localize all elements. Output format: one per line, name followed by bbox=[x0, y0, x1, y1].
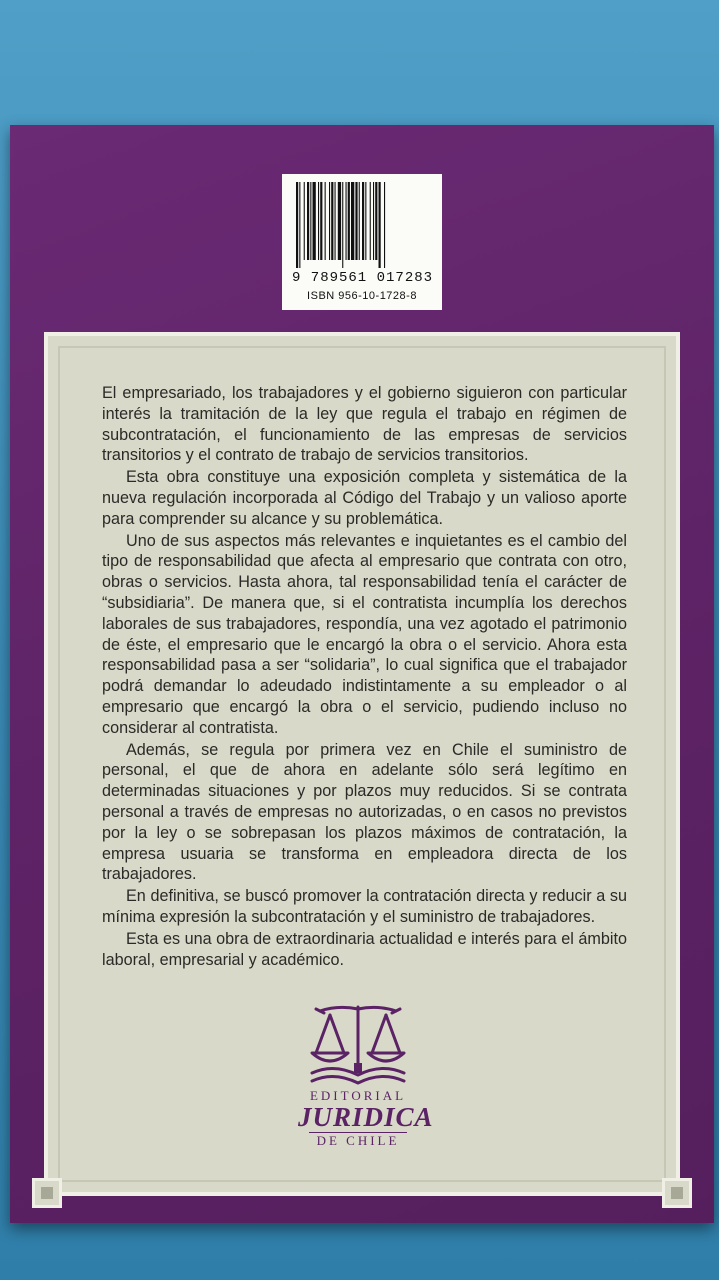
blurb-paragraph-5: En definitiva, se buscó promover la contratación directa y reducir a su mínima expresión la subcontratación y el suministro de trabajadores. bbox=[102, 887, 627, 926]
barcode-bar bbox=[329, 182, 330, 260]
blurb-paragraph-6: Esta es una obra de extraordinaria actualidad e interés para el ámbito laboral, empresarial y académico. bbox=[102, 929, 627, 969]
barcode-bar bbox=[370, 182, 371, 260]
barcode-bar bbox=[318, 182, 319, 260]
publisher-logo bbox=[298, 1001, 434, 1148]
corner-ornament-right bbox=[662, 1178, 692, 1208]
scales-of-justice-book-icon bbox=[308, 1001, 408, 1089]
barcode-bar bbox=[342, 182, 343, 268]
barcode-bar bbox=[365, 182, 366, 260]
barcode-bar bbox=[299, 182, 300, 268]
barcode-bars bbox=[294, 182, 434, 268]
barcode-label bbox=[282, 174, 442, 310]
barcode-bar bbox=[348, 182, 350, 260]
logo-de-chile: DE CHILE bbox=[316, 1133, 400, 1148]
corner-ornament-left bbox=[32, 1178, 62, 1208]
barcode-bar bbox=[313, 182, 316, 260]
logo-editorial: EDITORIAL bbox=[309, 1088, 407, 1103]
barcode-bar bbox=[325, 182, 326, 260]
logo-juridica: JURIDICA bbox=[298, 1102, 434, 1132]
barcode-bar bbox=[384, 182, 385, 268]
barcode-bar bbox=[375, 182, 377, 260]
barcode-bar bbox=[359, 182, 360, 260]
barcode-bar bbox=[362, 182, 364, 260]
barcode-bar bbox=[338, 182, 341, 260]
blurb-paragraph-1: El empresariado, los trabajadores y el gobierno siguieron con particular interés la tramitación de la ley que regula el trabajo en régimen de subcontratación, el funcionamiento de las empresas de servicios transitorios y el contrato de trabajo de servicios transitorios. bbox=[102, 384, 627, 465]
barcode-bar bbox=[296, 182, 298, 268]
blurb-paragraph-3: Uno de sus aspectos más relevantes e inquietantes es el cambio del tipo de responsabilidad que afecta al empresario que contrata con otro, obras o servicios. Hasta ahora, tal responsabilidad tenía el carácter de “subsidiaria”. De manera que, si el contratista incumplía los derechos laborales de sus trabajadores, respondía, una vez agotado el patrimonio de éste, el empresario que le encargó la obra o el servicio. Ahora esta responsabilidad pasa a ser “solidaria”, lo cual significa que el trabajador podrá demandar lo adeudado indistintamente a su empleador o al empresario que encargó la obra o el servicio, pudiendo incluso no considerar al contratista. bbox=[102, 531, 627, 737]
barcode-bar bbox=[331, 182, 333, 260]
barcode-bar bbox=[304, 182, 305, 260]
barcode-bar bbox=[335, 182, 336, 260]
barcode-bar bbox=[351, 182, 354, 260]
text-panel bbox=[44, 332, 680, 1196]
barcode-bar bbox=[310, 182, 311, 260]
corner-square bbox=[671, 1187, 683, 1199]
barcode-bar bbox=[379, 182, 381, 268]
barcode-bar bbox=[355, 182, 357, 260]
ean-digits: 9 789561 017283 bbox=[292, 270, 434, 286]
blurb-paragraph-2: Esta obra constituye una exposición completa y sistemática de la nueva regulación incorporada al Código del Trabajo y un valioso aporte para comprender su alcance y su problemática. bbox=[102, 468, 627, 528]
isbn-text: ISBN 956-10-1728-8 bbox=[307, 290, 417, 302]
blurb-paragraph-4: Además, se regula por primera vez en Chile el suministro de personal, el que de ahora en adelante sólo será legítimo en determinadas situaciones y por plazos muy reducidos. Si se contrata personal a través de empresas no autorizadas, o en casos no previstos por la ley o se sobrepasan los plazos máximos de contratación, la empresa usuaria se transforma en empleadora directa de los trabajadores. bbox=[102, 740, 627, 884]
barcode-bar bbox=[320, 182, 322, 260]
barcode-bar bbox=[346, 182, 347, 260]
corner-square bbox=[41, 1187, 53, 1199]
blurb-text bbox=[102, 383, 627, 971]
barcode-bar bbox=[307, 182, 309, 260]
barcode-bar bbox=[373, 182, 374, 260]
